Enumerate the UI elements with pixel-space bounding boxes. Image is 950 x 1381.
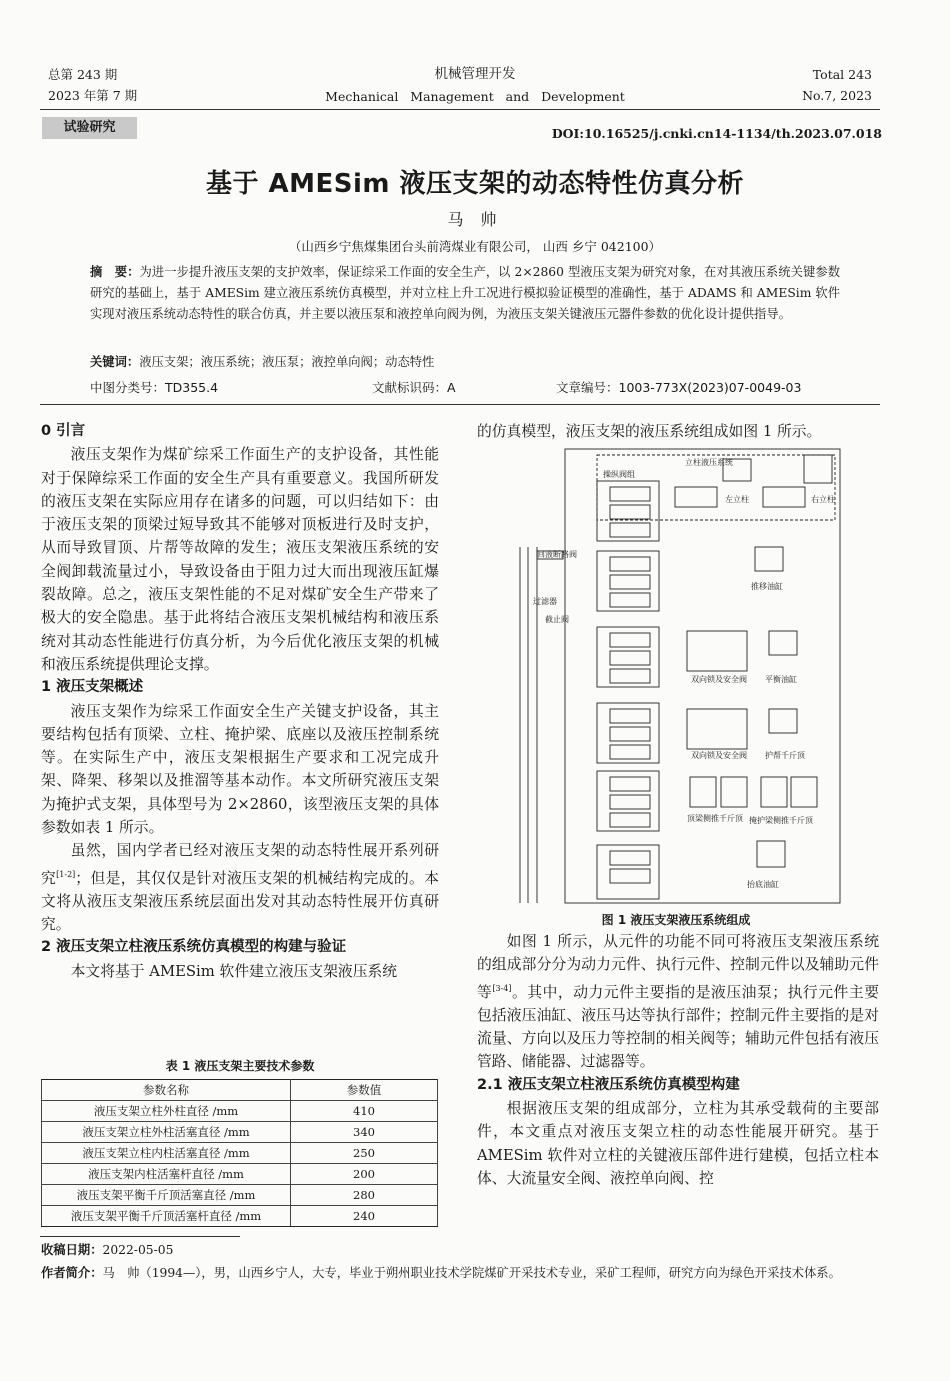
abstract-label: 摘 要：: [90, 265, 140, 279]
diagram-label-push-cylinder: 推移油缸: [751, 582, 783, 591]
section-1-paragraph-1: 液压支架作为综采工作面安全生产关键支护设备，其主要结构包括有顶梁、立柱、掩护梁、底座以及液压控制系统等。在实际生产中，液压支架根据生产要求和工况完成升架、降架、移架以及推溜等基本动作。本文所研究液压支架为掩护式支架，具体型号为 2×2860，该型液压支架的具体参数如表 1 所示。: [41, 702, 439, 837]
received-date: [41, 1240, 173, 1261]
fig-text-a: 如图 1 所示，从元件的功能不同可将液压支架液压系统的组成部分分为动力元件、执行元件、控制元件以及辅助元件等: [477, 933, 879, 1001]
shield-side-jack-b: [791, 777, 817, 807]
keywords-text: 液压支架；液压系统；液压泵；液控单向阀；动态特性: [139, 355, 435, 369]
top-side-jack-a: [690, 777, 716, 807]
diagram-label-top-side-jack: 顶梁侧推千斤顶: [687, 814, 743, 823]
diagram-label-system: 立柱液压系统: [685, 458, 733, 467]
total-number: Total 243: [812, 67, 872, 82]
table-cell: 340: [291, 1122, 438, 1143]
right-top-line: 的仿真模型，液压支架的液压系统组成如图 1 所示。: [477, 423, 822, 440]
table-cell: 液压支架立柱内柱活塞直径 /mm: [42, 1143, 291, 1164]
base-cylinder: [757, 841, 785, 867]
author-bio: [41, 1263, 881, 1284]
abstract-rule: [40, 404, 880, 405]
table-cell: 410: [291, 1101, 438, 1122]
table-cell: 280: [291, 1185, 438, 1206]
valve-block-2: [597, 551, 659, 611]
article-number: 文章编号：1003-773X(2023)07-0049-03: [556, 380, 802, 395]
diagram-label-dual-lock-2: 双向锁及安全阀: [691, 751, 747, 760]
table-row: [42, 1185, 438, 1206]
valve-block-6: [597, 845, 659, 899]
table-cell: 240: [291, 1206, 438, 1227]
issue-number: No.7, 2023: [802, 88, 872, 103]
right-column-cylinder: [804, 455, 832, 483]
parameter-table: [41, 1079, 438, 1227]
diagram-label-left-column: 左立柱: [725, 495, 749, 504]
table-row: [42, 1101, 438, 1122]
fig-text-b: 。其中，动力元件主要指的是液压油泵；执行元件主要包括液压油缸、液压马达等执行部件；控制元件主要指的是对流量、方向以及压力等控制的相关阀等；辅助元件包括有液压管路、储能器、过滤器等。: [477, 983, 879, 1071]
table-cell: 液压支架内柱活塞杆直径 /mm: [42, 1164, 291, 1185]
paper-title: 基于 AMESim 液压支架的动态特性仿真分析: [205, 169, 745, 199]
valve-block-4: [597, 703, 659, 763]
affiliation: （山西乡宁焦煤集团台头前湾煤业有限公司， 山西 乡宁 042100）: [288, 239, 662, 254]
diagram-label-base-cylinder: 抬底油缸: [747, 880, 779, 889]
doi: DOI:10.16525/j.cnki.cn14-1134/th.2023.07.018: [551, 126, 882, 141]
figure-1-caption: 图 1 液压支架液压系统组成: [601, 913, 751, 927]
figure-discussion-paragraph: [477, 930, 879, 1074]
author: 马 帅: [447, 210, 503, 229]
table-row: [42, 1164, 438, 1185]
balance-cylinder: [769, 631, 797, 655]
citation-3-4: [3-4]: [492, 983, 512, 993]
bio-text: 马 帅（1994—），男，山西乡宁人，大专，毕业于朔州职业技术学院煤矿开采技术专业，采矿工程师，研究方向为绿色开采技术体系。: [102, 1266, 841, 1280]
diagram-label-dual-lock-1: 双向锁及安全阀: [691, 675, 747, 684]
valve-block-5: [597, 771, 659, 831]
keywords: [90, 352, 434, 370]
table-cell: 液压支架立柱外柱直径 /mm: [42, 1101, 291, 1122]
section-0-paragraph: 液压支架作为煤矿综采工作面生产的支护设备，其性能对于保障综采工作面的安全生产具有重要意义。我国所研发的液压支架在实际应用存在诸多的问题，可以归结如下：由于液压支架的顶梁过短导致其不能够对顶板进行及时支护，从而导致冒顶、片帮等故障的发生；液压支架液压系统的安全阀卸载流量过小，导致设备由于阻力过大而出现液压缸爆裂故障。总之，液压支架性能的不足对煤矿安全生产带来了极大的安全隐患。基于此将结合液压支架机械结构和液压系统对其动态性能进行仿真分析，为今后优化液压支架的机械和液压系统提供理论支撑。: [41, 446, 439, 673]
issue-year: 2023 年第 7 期: [48, 88, 138, 103]
valve-block-3: [597, 627, 659, 687]
right-column-valves: [763, 487, 805, 507]
table-caption: 表 1 液压支架主要技术参数: [165, 1059, 315, 1073]
guard-jack: [769, 709, 797, 733]
shield-side-jack-a: [761, 777, 787, 807]
header-rule: [40, 109, 880, 110]
section-2-paragraph: 本文将基于 AMESim 软件建立液压支架液压系统: [70, 962, 398, 980]
diagram-label-guard-jack: 护帮千斤顶: [765, 751, 805, 760]
section-2-title: 2 液压支架立柱液压系统仿真模型的构建与验证: [41, 939, 347, 956]
received-label: 收稿日期：: [41, 1243, 103, 1257]
journal-name-cn: 机械管理开发: [434, 66, 516, 82]
s1p2-text-a: 虽然，国内学者已经对液压支架的动态特性展开系列研究: [41, 842, 439, 887]
table-cell: 200: [291, 1164, 438, 1185]
received-value: 2022-05-05: [102, 1243, 174, 1257]
table-header: 参数值: [291, 1080, 438, 1101]
right-column-top: [477, 420, 879, 443]
top-side-jack-b: [721, 777, 747, 807]
abstract: [90, 262, 840, 325]
footnote-rule: [40, 1236, 240, 1237]
table-cell: 液压支架立柱外柱活塞直径 /mm: [42, 1122, 291, 1143]
table-cell: 250: [291, 1143, 438, 1164]
lock-valves-2: [687, 709, 747, 749]
diagram-label-stop-valve: 截止阀: [545, 615, 569, 624]
hydraulic-system-diagram: [515, 447, 843, 907]
left-column: [41, 420, 439, 983]
table-header: 参数名称: [42, 1080, 291, 1101]
diagram-label-right-column: 右立柱: [811, 495, 835, 504]
table-cell: 液压支架平衡千斤顶活塞直径 /mm: [42, 1185, 291, 1206]
doc-code: 文献标识码：A: [372, 380, 456, 395]
table-header-row: [42, 1080, 438, 1101]
table-row: [42, 1206, 438, 1227]
diagram-label-shield-side-jack: 掩护梁侧推千斤顶: [749, 816, 813, 825]
diagram-label-balance-cylinder: 平衡油缸: [765, 675, 797, 684]
table-row: [42, 1122, 438, 1143]
column-tag: 试验研究: [42, 117, 137, 139]
abstract-text: 为进一步提升液压支架的支护效率，保证综采工作面的安全生产，以 2×2860 型液压支架为研究对象，在对其液压系统关键参数研究的基础上，基于 AMESim 建立液压系统仿真模型，并对立柱上升工况进行模拟验证模型的准确性，基于 ADAMS 和 AMESim 软件实现对液压系统动态特性的联合仿真，并主要以液压泵和液控单向阀为例，为液压支架关键液压元器件参数的优化设计提供指导。: [90, 265, 840, 321]
diagram-label-return-valve: 回液断路阀: [537, 550, 577, 559]
s1p2-text-b: ；但是，其仅仅是针对液压支架的机械结构完成的。本文将从液压支架液压系统层面出发对其动态特性展开仿真研究。: [41, 869, 439, 934]
clc-number: 中图分类号：TD355.4: [90, 380, 219, 395]
section-2-1-paragraph: 根据液压支架的组成部分，立柱为其承受载荷的主要部件，本文重点对液压支架立柱的动态性能展开研究。基于 AMESim 软件对立柱的关键液压部件进行建模，包括立柱本体、大流量安全阀、液控单向阀、控: [477, 1100, 879, 1187]
push-cylinder: [755, 547, 783, 571]
keywords-label: 关键词：: [90, 355, 140, 369]
issue-total: 总第 243 期: [48, 67, 118, 82]
section-1-title: 1 液压支架概述: [41, 679, 144, 696]
journal-name-en: Mechanical Management and Development: [325, 89, 625, 104]
table-cell: 液压支架平衡千斤顶活塞杆直径 /mm: [42, 1206, 291, 1227]
left-column-valves: [675, 487, 717, 507]
section-1-paragraph-2: [41, 839, 439, 936]
diagram-label-valve-group: 操纵阀组: [603, 470, 635, 479]
valve-block-1: [597, 481, 659, 541]
bio-label: 作者简介：: [41, 1266, 103, 1280]
citation-1-2: [1-2]: [56, 869, 76, 879]
section-2-1-title: 2.1 液压支架立柱液压系统仿真模型构建: [477, 1076, 740, 1093]
section-0-title: 0 引言: [41, 423, 86, 439]
lock-valves-1: [687, 631, 747, 671]
right-column-bottom: [477, 930, 879, 1190]
table-row: [42, 1143, 438, 1164]
diagram-label-filter: 过滤器: [533, 597, 557, 606]
